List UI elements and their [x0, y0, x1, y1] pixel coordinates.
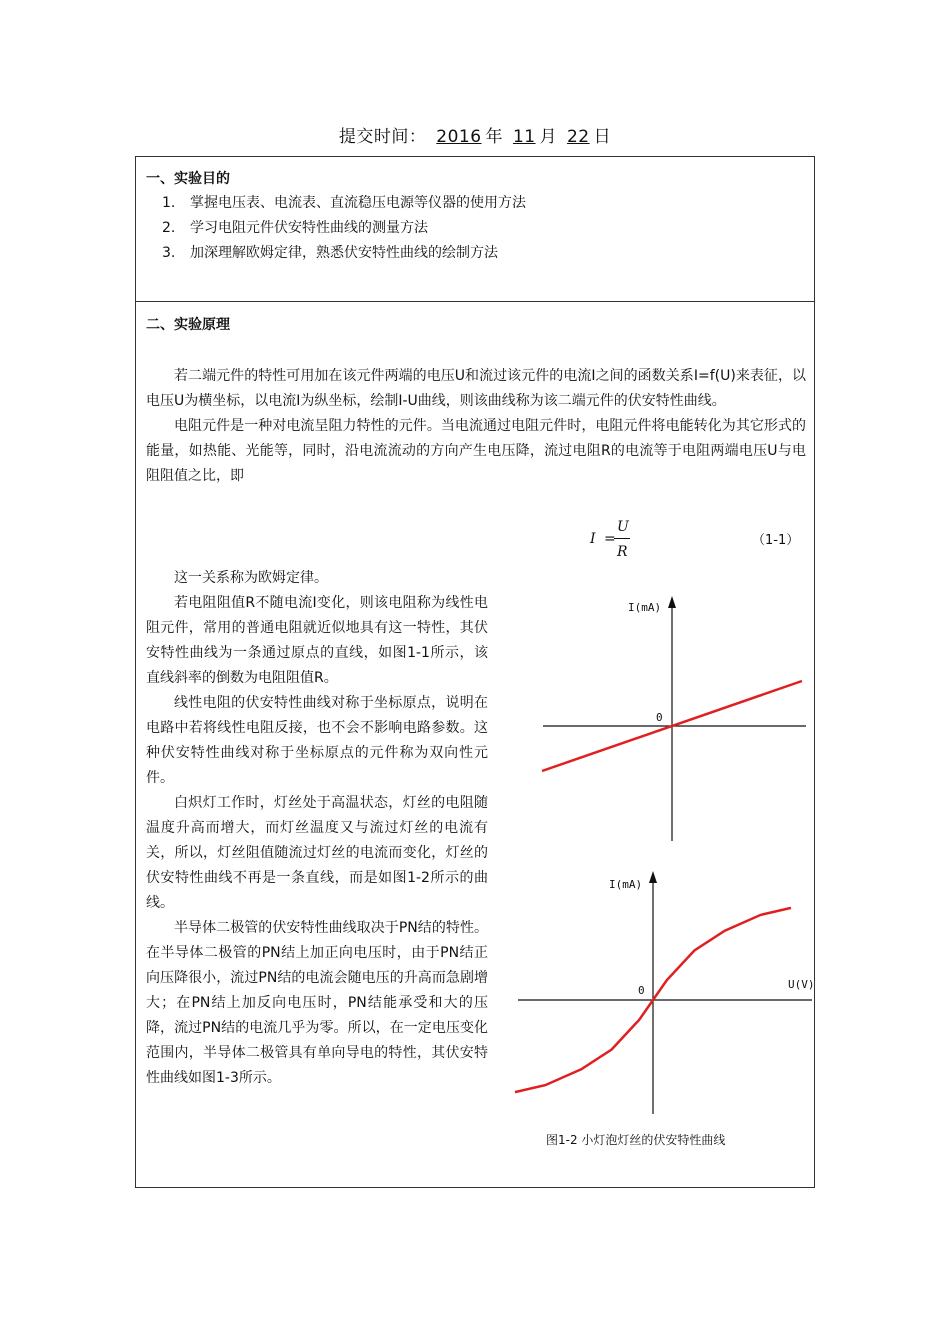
figure-1-2-caption: 图1-2 小灯泡灯丝的伏安特性曲线: [546, 1133, 726, 1147]
objective-text: 加深理解欧姆定律，熟悉伏安特性曲线的绘制方法: [190, 245, 498, 261]
section1-title: 一、实验目的: [146, 171, 230, 187]
equation-denominator: R: [617, 544, 628, 560]
equation-label: （1-1）: [752, 533, 800, 548]
origin-label: 0: [638, 984, 645, 997]
objective-text: 掌握电压表、电流表、直流稳压电源等仪器的使用方法: [190, 195, 526, 211]
day-unit: 日: [593, 127, 612, 147]
principle-paragraph-2: [146, 566, 488, 1091]
equation-lhs: I: [590, 531, 596, 547]
submission-month: 11: [512, 127, 536, 147]
section-divider: [135, 301, 815, 302]
submission-day: 22: [566, 127, 590, 147]
fraction-bar: [614, 538, 630, 539]
objective-number: 2.: [162, 220, 176, 236]
paragraph-text: 这一关系称为欧姆定律。: [174, 570, 328, 586]
submission-year: 2016: [436, 127, 482, 147]
submission-time: [0, 122, 950, 147]
paragraph-text: 若电阻阻值R不随电流I变化，则该电阻称为线性电阻元件，常用的普通电阻就近似地具有这一特性，其伏安特性曲线为一条通过原点的直线，如图1-1所示，该直线斜率的倒数为电阻阻值R。: [146, 595, 488, 686]
paragraph-text: 半导体二极管的伏安特性曲线取决于PN结的特性。在半导体二极管的PN结上加正向电压时，由于PN结正向压降很小，流过PN结的电流会随电压的升高而急剧增大；在PN结上加反向电压时，PN结能承受和大的压降，流过PN结的电流几乎为零。所以，在一定电压变化范围内，半导体二极管具有单向导电的特性，其伏安特性曲线如图1-3所示。: [146, 920, 488, 1086]
y-axis-label: I(mA): [628, 601, 662, 614]
paragraph-text: 电阻元件是一种对电流呈阻力特性的元件。当电流通过电阻元件时，电阻元件将电能转化为其它形式的能量，如热能、光能等，同时，沿电流流动的方向产生电压降，流过电阻R的电流等于电阻两端电压U与电阻阻值之比，即: [146, 418, 806, 484]
paragraph-text: 白炽灯工作时，灯丝处于高温状态，灯丝的电阻随温度升高而增大，而灯丝温度又与流过灯丝的电流有关，所以，灯丝阻值随流过灯丝的电流而变化，灯丝的伏安特性曲线不再是一条直线，而是如图1-2所示的曲线。: [146, 795, 488, 911]
objective-item: [162, 242, 498, 262]
figure-1-2-chart: [514, 866, 814, 1116]
objective-item: [162, 192, 526, 212]
y-axis-arrow: [649, 871, 657, 883]
y-axis-label: I(mA): [609, 878, 643, 891]
month-unit: 月: [539, 127, 558, 147]
equation-numerator: U: [617, 519, 629, 535]
objective-text: 学习电阻元件伏安特性曲线的测量方法: [190, 220, 428, 236]
objective-number: 1.: [162, 195, 176, 211]
submission-label: 提交时间：: [338, 127, 427, 147]
x-axis-label: U(V): [788, 978, 814, 991]
equation-equals: =: [604, 531, 616, 547]
objective-item: [162, 217, 428, 237]
objective-number: 3.: [162, 245, 176, 261]
origin-label: 0: [656, 711, 663, 724]
paragraph-text: 若二端元件的特性可用加在该元件两端的电压U和流过该元件的电流I之间的函数关系I=f(U)来表征，以电压U为横坐标，以电流I为纵坐标，绘制I-U曲线，则该曲线称为该二端元件的伏安特性曲线。: [146, 368, 806, 409]
year-unit: 年: [485, 127, 504, 147]
figure-1-1-chart: [540, 594, 810, 844]
y-axis-arrow: [668, 596, 676, 608]
section2-title: 二、实验原理: [146, 317, 230, 333]
principle-paragraph-1: [146, 364, 806, 489]
paragraph-text: 线性电阻的伏安特性曲线对称于坐标原点，说明在电路中若将线性电阻反接，也不会不影响电路参数。这种伏安特性曲线对称于坐标原点的元件称为双向性元件。: [146, 695, 488, 786]
